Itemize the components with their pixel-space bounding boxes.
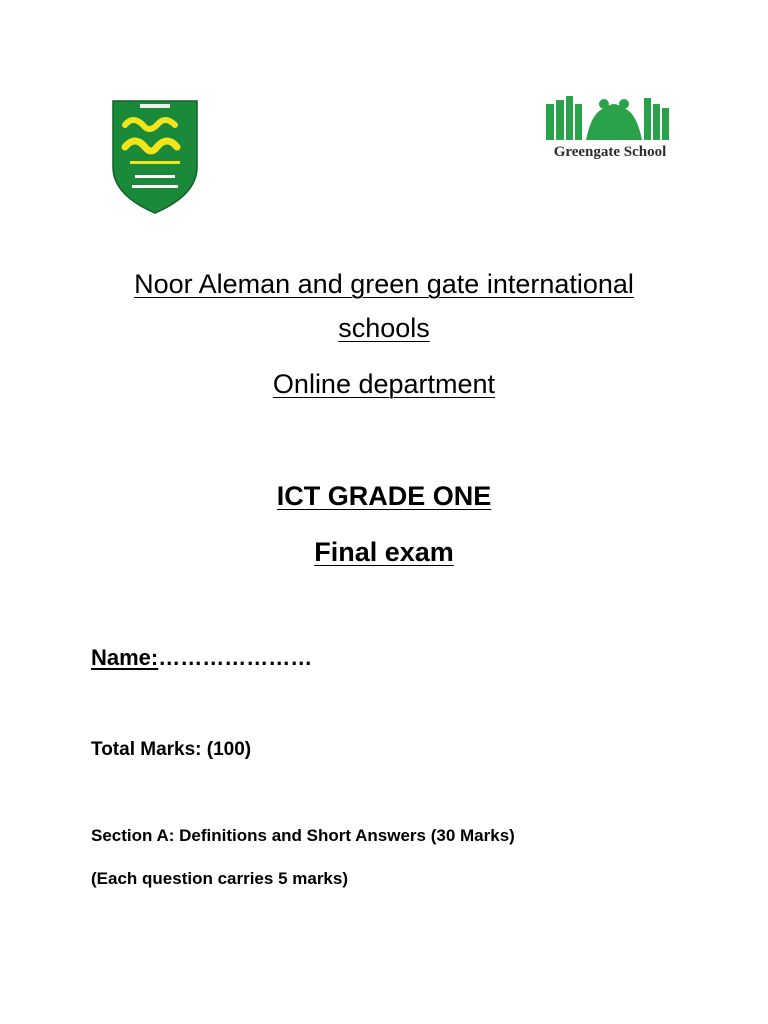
books-icon [540,90,680,142]
noor-aleman-logo [90,95,220,220]
subject-title: ICT GRADE ONE [276,481,492,511]
exam-type-title: Final exam [314,537,454,567]
shield-logo-icon [90,95,220,220]
department-title: Online department [272,369,496,399]
greengate-logo-text: Greengate School [553,144,667,160]
section-a-note: (Each question carries 5 marks) [91,869,349,888]
school-title: Noor Aleman and green gate international schools [134,269,634,343]
name-label: Name: [91,645,159,670]
student-name-field[interactable] [91,645,312,671]
section-a-title: Section A: Definitions and Short Answers (30 Marks) [91,826,515,845]
greengate-logo [540,90,680,170]
name-blank[interactable]: ………………… [158,645,313,670]
total-marks: Total Marks: (100) [91,739,252,760]
